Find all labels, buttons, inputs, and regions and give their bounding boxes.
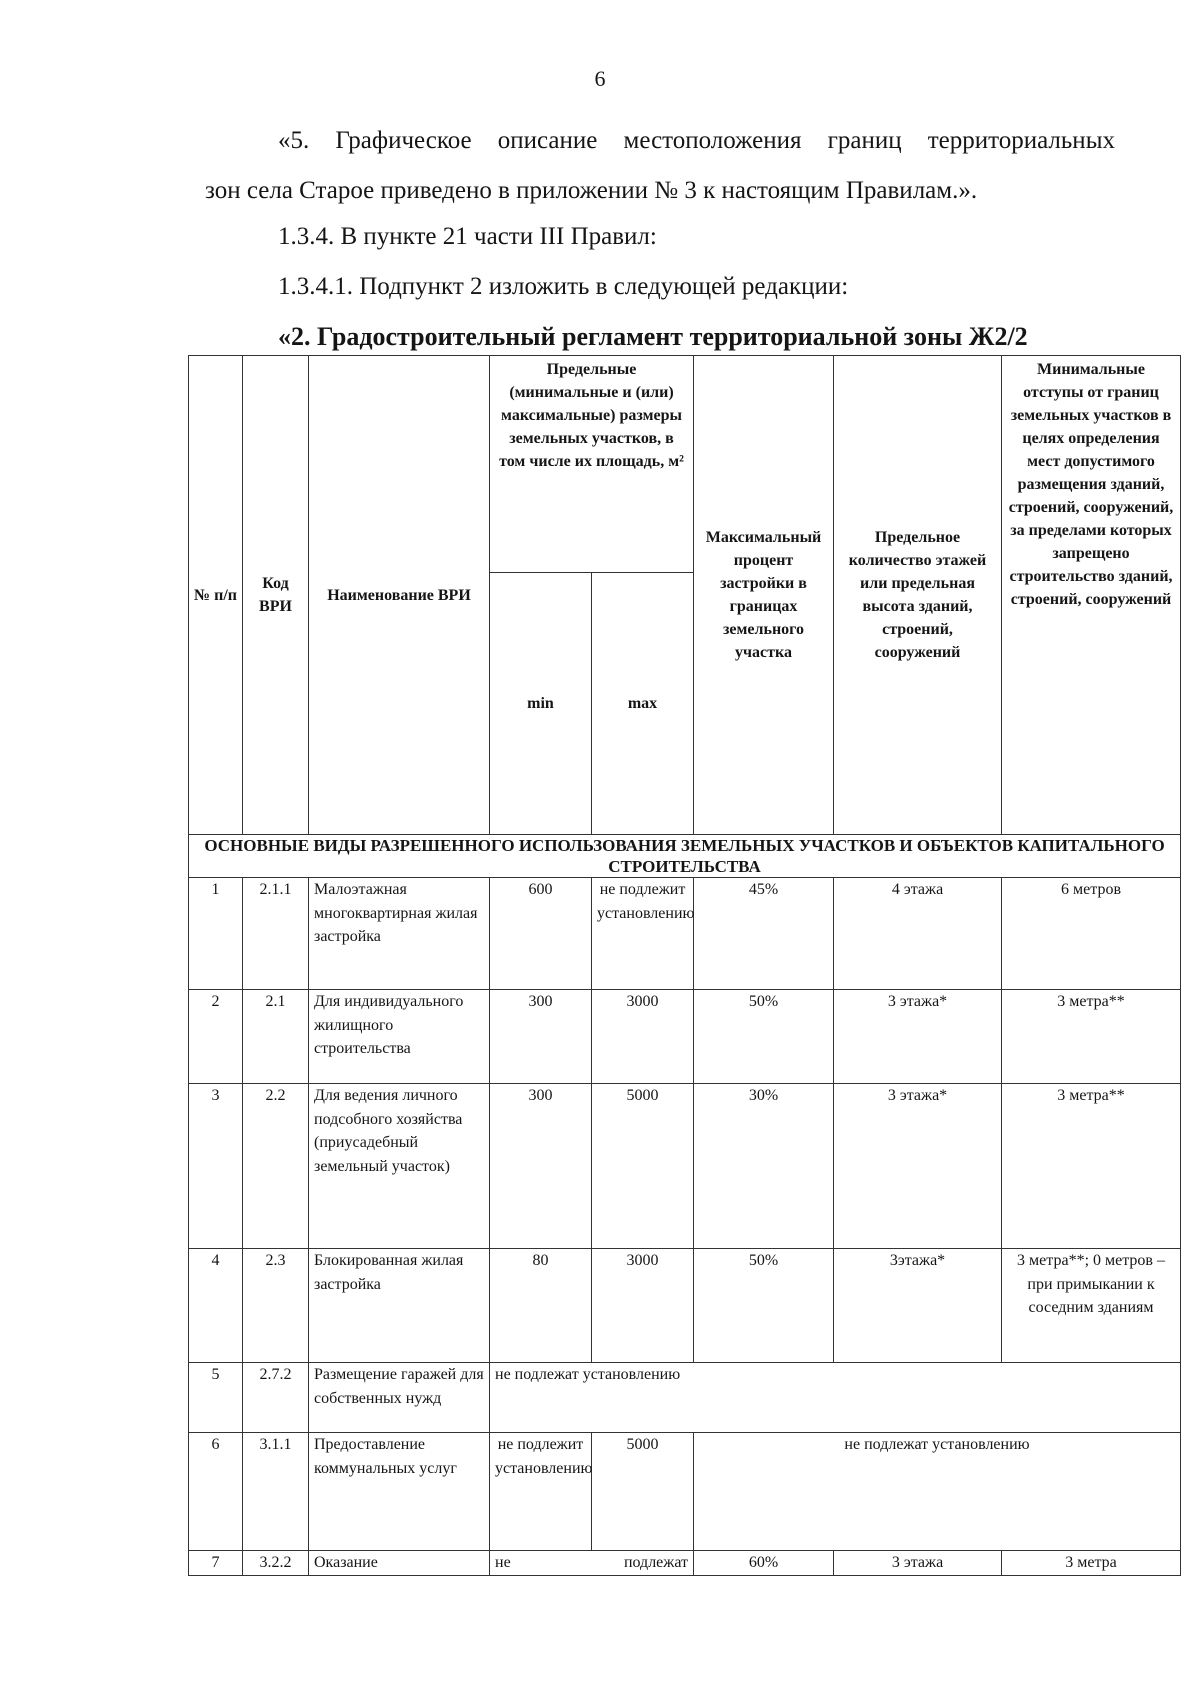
row-name: Для ведения личного подсобного хозяйства (приусадебный земельный участок) <box>309 1084 490 1249</box>
paragraph-1-3-4-1: 1.3.4.1. Подпункт 2 изложить в следующей редакции: <box>278 273 849 300</box>
header-num: № п/п <box>189 356 243 835</box>
row-percent: 50% <box>694 990 834 1084</box>
header-setback: Минимальные отступы от границ земельных участков в целях определения мест допустимого размещения зданий, строений, сооружений, за пределами которых запрещено строительство зданий, строений, сооружений <box>1002 356 1181 835</box>
row-setback: 6 метров <box>1002 878 1181 990</box>
header-percent: Максимальный процент застройки в границах земельного участка <box>694 356 834 835</box>
row-setback: 3 метра**; 0 метров – при примыкании к соседним зданиям <box>1002 1249 1181 1363</box>
header-row-1 <box>189 356 1181 573</box>
row-floors: 3этажа* <box>834 1249 1002 1363</box>
row-code: 3.2.2 <box>243 1551 309 1576</box>
row-name: Оказание <box>309 1551 490 1576</box>
table-row <box>189 990 1181 1084</box>
row-floors: 3 этажа* <box>834 1084 1002 1249</box>
row-percent: 30% <box>694 1084 834 1249</box>
paragraph-1-3-4: 1.3.4. В пункте 21 части III Правил: <box>278 223 657 250</box>
row-min: 300 <box>490 990 592 1084</box>
row-min-max <box>490 1551 694 1576</box>
row-name: Размещение гаражей для собственных нужд <box>309 1363 490 1433</box>
row-min-right: подлежат <box>623 1554 689 1571</box>
row-code: 2.1 <box>243 990 309 1084</box>
row-name: Предоставление коммунальных услуг <box>309 1433 490 1551</box>
row-code: 2.1.1 <box>243 878 309 990</box>
row-floors: 3 этажа <box>834 1551 1002 1576</box>
row-code: 2.7.2 <box>243 1363 309 1433</box>
row-name: Блокированная жилая застройка <box>309 1249 490 1363</box>
section-title: ОСНОВНЫЕ ВИДЫ РАЗРЕШЕННОГО ИСПОЛЬЗОВАНИЯ ЗЕМЕЛЬНЫХ УЧАСТКОВ И ОБЪЕКТОВ КАПИТАЛЬНОГО СТРОИТЕЛЬСТВА <box>189 835 1181 878</box>
row-max: 3000 <box>592 1249 694 1363</box>
row-setback: 3 метра** <box>1002 1084 1181 1249</box>
header-max: max <box>592 573 694 835</box>
header-min: min <box>490 573 592 835</box>
regulation-table <box>188 355 1181 1576</box>
row-max: 5000 <box>592 1433 694 1551</box>
header-code: Код ВРИ <box>243 356 309 835</box>
row-setback: 3 метра <box>1002 1551 1181 1576</box>
table-row <box>189 1249 1181 1363</box>
row-num: 2 <box>189 990 243 1084</box>
table-row <box>189 1363 1181 1433</box>
row-max: 3000 <box>592 990 694 1084</box>
header-size: Предельные (минимальные и (или) максимальные) размеры земельных участков, в том числе их площадь, м² <box>490 356 694 573</box>
row-merged-value: не подлежат установлению <box>694 1433 1181 1551</box>
row-num: 5 <box>189 1363 243 1433</box>
row-setback: 3 метра** <box>1002 990 1181 1084</box>
table-row <box>189 1433 1181 1551</box>
row-name: Малоэтажная многоквартирная жилая застройка <box>309 878 490 990</box>
regulation-title: «2. Градостроительный регламент территориальной зоны Ж2/2 <box>278 322 1028 351</box>
row-floors: 3 этажа* <box>834 990 1002 1084</box>
row-num: 6 <box>189 1433 243 1551</box>
row-code: 3.1.1 <box>243 1433 309 1551</box>
row-num: 4 <box>189 1249 243 1363</box>
header-name: Наименование ВРИ <box>309 356 490 835</box>
row-percent: 45% <box>694 878 834 990</box>
section-row <box>189 835 1181 878</box>
row-code: 2.3 <box>243 1249 309 1363</box>
row-merged-value: не подлежат установлению <box>490 1363 1181 1433</box>
row-percent: 50% <box>694 1249 834 1363</box>
row-floors: 4 этажа <box>834 878 1002 990</box>
table-row <box>189 878 1181 990</box>
row-min: 300 <box>490 1084 592 1249</box>
row-min-left: не <box>495 1554 511 1571</box>
row-min: 600 <box>490 878 592 990</box>
table-row <box>189 1084 1181 1249</box>
row-max: 5000 <box>592 1084 694 1249</box>
row-min: не подлежит установлению <box>490 1433 592 1551</box>
header-floors: Предельное количество этажей или предельная высота зданий, строений, сооружений <box>834 356 1002 835</box>
row-num: 7 <box>189 1551 243 1576</box>
row-name: Для индивидуального жилищного строительства <box>309 990 490 1084</box>
row-num: 1 <box>189 878 243 990</box>
page-number: 6 <box>594 66 606 91</box>
paragraph-5-graphic-description: «5. Графическое описание местоположения границ территориальных <box>278 127 1115 154</box>
paragraph-5-continuation: зон села Старое приведено в приложении № 3 к настоящим Правилам.». <box>205 177 978 204</box>
row-max: не подлежит установлению <box>592 878 694 990</box>
row-min: 80 <box>490 1249 592 1363</box>
row-num: 3 <box>189 1084 243 1249</box>
row-percent: 60% <box>694 1551 834 1576</box>
table-row <box>189 1551 1181 1576</box>
row-code: 2.2 <box>243 1084 309 1249</box>
